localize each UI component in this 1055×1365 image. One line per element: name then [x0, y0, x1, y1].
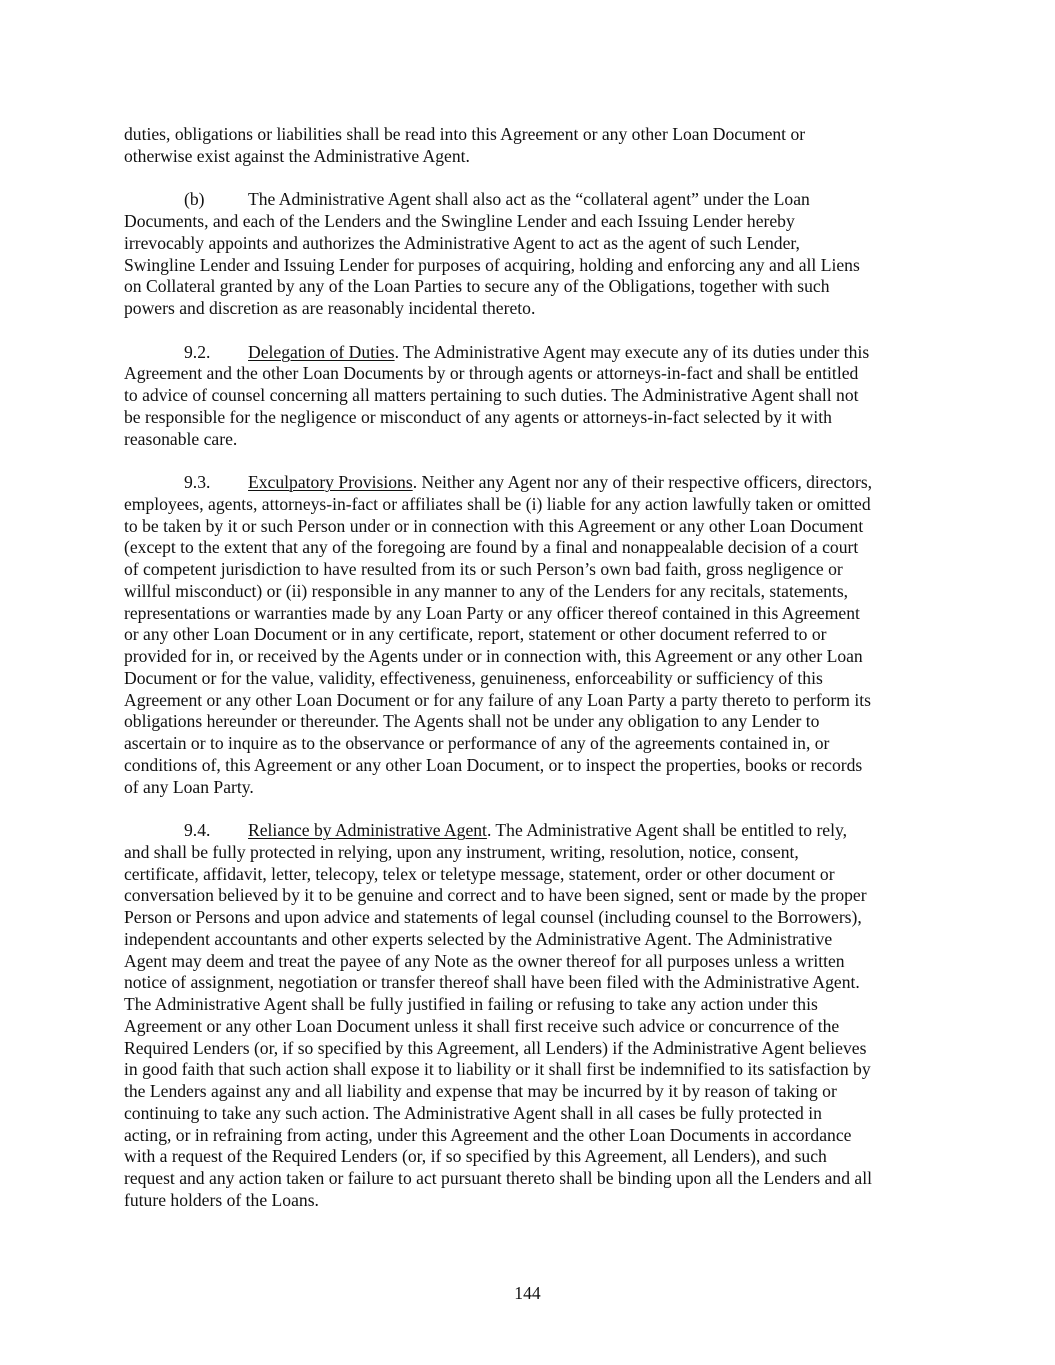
section-number: 9.3.: [184, 472, 211, 492]
text-line: duties, obligations or liabilities shall be read into this Agreement or any other Loan Document or: [124, 124, 806, 144]
section-heading: Delegation of Duties: [248, 341, 395, 362]
text-run: . Neither any Agent nor any of their respective officers, directors,: [412, 472, 873, 492]
text-line: in good faith that such action shall expose it to liability or it shall first be indemnified to its satisfaction by: [124, 1059, 871, 1080]
text-run: . The Administrative Agent shall be entitled to rely,: [486, 820, 848, 840]
text-line: provided for in, or received by the Agents under or in connection with, this Agreement or any other Loan: [124, 646, 863, 666]
text-line: on Collateral granted by any of the Loan Parties to secure any of the Obligations, together with such: [124, 276, 830, 297]
text-line: request and any action taken or failure to act pursuant thereto shall be binding upon all the Lenders and all: [124, 1168, 872, 1188]
text-line: to be taken by it or such Person under or in connection with this Agreement or any other Loan Document: [124, 515, 864, 536]
text-line: representations or warranties made by any Loan Party or any officer thereof contained in this Agreement: [124, 602, 860, 623]
text-line: reasonable care.: [124, 428, 238, 449]
text-line: otherwise exist against the Administrative Agent.: [124, 145, 470, 166]
text-line-first: [124, 820, 934, 842]
document-page: [124, 124, 934, 1233]
text-line: Required Lenders (or, if so specified by this Agreement, all Lenders) if the Administrative Agent believes: [124, 1037, 867, 1058]
text-line: conversation believed by it to be genuine and correct and to have been signed, sent or made by the proper: [124, 885, 867, 906]
paragraph-9-1-b: [124, 189, 934, 320]
text-line: Person or Persons and upon advice and statements of legal counsel (including counsel to the Borrowers),: [124, 907, 862, 927]
text-line: Document or for the value, validity, effectiveness, genuineness, enforceability or sufficiency of this: [124, 667, 823, 688]
text-line: with a request of the Required Lenders (or, if so specified by this Agreement, all Lenders), and such: [124, 1146, 827, 1167]
text-line: acting, or in refraining from acting, under this Agreement and the other Loan Documents in accordance: [124, 1124, 852, 1145]
text-line: The Administrative Agent shall be fully justified in failing or refusing to take any action under this: [124, 994, 818, 1014]
text-line: powers and discretion as are reasonably incidental thereto.: [124, 298, 536, 318]
text-line: Documents, and each of the Lenders and the Swingline Lender and each Issuing Lender hereby: [124, 211, 795, 231]
text-line: future holders of the Loans.: [124, 1189, 319, 1210]
text-line: to advice of counsel concerning all matters pertaining to such duties. The Administrative Agent shall not: [124, 385, 859, 405]
text-line: Agreement or any other Loan Document or for any failure of any Loan Party a party thereto to perform its: [124, 689, 871, 710]
text-line: irrevocably appoints and authorizes the Administrative Agent to act as the agent of such Lender,: [124, 232, 800, 253]
text-line-first: [124, 472, 934, 494]
section-number: 9.2.: [184, 341, 211, 362]
text-run: . The Administrative Agent may execute any of its duties under this: [394, 341, 870, 362]
text-line-first: [124, 189, 934, 211]
text-line: the Lenders against any and all liability and expense that may be incurred by it by reason of taking or: [124, 1081, 837, 1101]
text-run: The Administrative Agent shall also act as the “collateral agent” under the Loan: [248, 189, 810, 210]
section-heading: Exculpatory Provisions: [248, 472, 413, 492]
text-line: Agreement or any other Loan Document unless it shall first receive such advice or concurrence of the: [124, 1015, 840, 1036]
text-line: obligations hereunder or thereunder. The Agents shall not be under any obligation to any Lender to: [124, 711, 820, 732]
section-9-2: [124, 342, 934, 451]
clause-number: (b): [184, 189, 205, 210]
text-line: (except to the extent that any of the foregoing are found by a final and nonappealable decision of a court: [124, 537, 859, 558]
text-line: conditions of, this Agreement or any other Loan Document, or to inspect the properties, books or records: [124, 754, 863, 775]
section-heading: Reliance by Administrative Agent: [248, 820, 487, 840]
page-number: 144: [514, 1283, 541, 1303]
text-line: Agent may deem and treat the payee of any Note as the owner thereof for all purposes unless a written: [124, 950, 845, 971]
section-number: 9.4.: [184, 820, 211, 840]
text-line: or any other Loan Document or in any certificate, report, statement or other document referred to or: [124, 624, 827, 645]
section-9-4: [124, 820, 934, 1212]
text-line: Swingline Lender and Issuing Lender for purposes of acquiring, holding and enforcing any and all Liens: [124, 254, 860, 275]
text-line-first: [124, 342, 934, 364]
text-line: certificate, affidavit, letter, telecopy, telex or teletype message, statement, order or other document or: [124, 863, 835, 884]
text-line: be responsible for the negligence or misconduct of any agents or attorneys-in-fact selected by it with: [124, 406, 832, 427]
text-line: independent accountants and other experts selected by the Administrative Agent. The Administrative: [124, 928, 833, 949]
text-line: Agreement and the other Loan Documents by or through agents or attorneys-in-fact and shall be entitled: [124, 363, 859, 384]
text-line: employees, agents, attorneys-in-fact or affiliates shall be (i) liable for any action lawfully taken or omitted: [124, 493, 871, 514]
text-line: and shall be fully protected in relying, upon any instrument, writing, resolution, notice, consent,: [124, 841, 799, 862]
text-line: of any Loan Party.: [124, 776, 254, 797]
paragraph-continuation: [124, 124, 934, 168]
section-9-3: [124, 472, 934, 798]
text-line: ascertain or to inquire as to the observance or performance of any of the agreements contained in, or: [124, 733, 830, 753]
text-line: of competent jurisdiction to have resulted from its or such Person’s own bad faith, gross negligence or: [124, 559, 843, 579]
text-line: notice of assignment, negotiation or transfer thereof shall have been filed with the Administrative Agent.: [124, 972, 860, 993]
text-line: continuing to take any such action. The Administrative Agent shall in all cases be fully protected in: [124, 1102, 822, 1123]
text-line: willful misconduct) or (ii) responsible in any manner to any of the Lenders for any recitals, statements,: [124, 580, 849, 601]
